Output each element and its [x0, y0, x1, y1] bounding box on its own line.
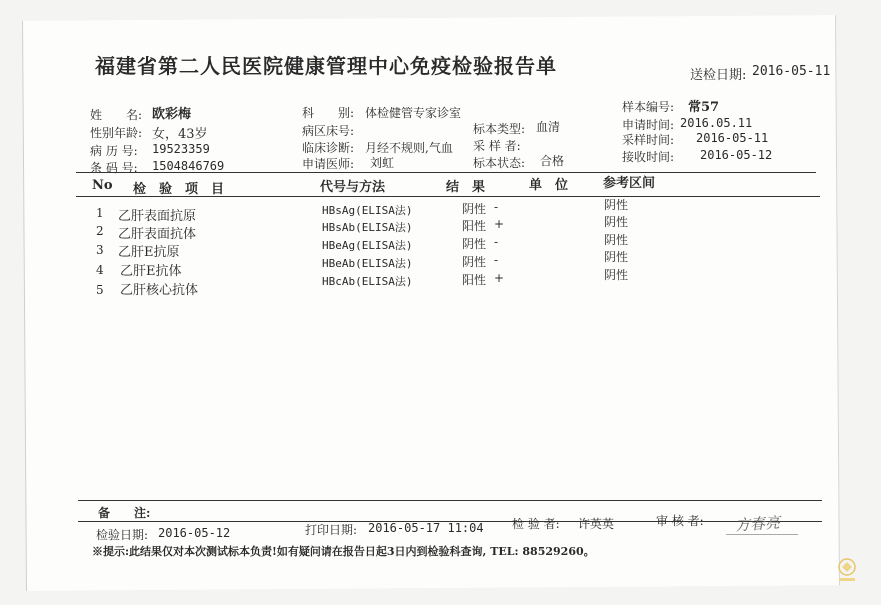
- row-item: 乙肝E抗体: [120, 264, 182, 279]
- row-method: HBeAg(ELISA法): [322, 239, 413, 252]
- row-ref: 阴性: [604, 198, 629, 212]
- row-no: 1: [96, 206, 104, 220]
- sample-no-label: 样本编号:: [622, 100, 675, 114]
- row-result: 阴性: [462, 202, 487, 216]
- row-ref: 阴性: [604, 268, 629, 282]
- barcode-number: 1504846769: [152, 159, 225, 173]
- reviewer-signature: 方春亮: [734, 513, 781, 535]
- sample-status: 合格: [540, 154, 565, 168]
- bed-label: 病区床号:: [302, 124, 355, 138]
- diag-label: 临床诊断:: [302, 141, 355, 155]
- col-no: No: [92, 178, 113, 193]
- col-ref: 参考区间: [603, 176, 656, 191]
- collect-time: 2016-05-11: [696, 131, 769, 145]
- notice-text: ※提示:此结果仅对本次测试标本负责!如有疑问请在报告日起3日内到检验科查询, TEL: 88529260。: [92, 545, 595, 558]
- signature-line: [726, 534, 798, 535]
- col-method: 代号与方法: [320, 180, 386, 195]
- diag-value: 月经不规则,气血: [365, 141, 453, 155]
- receive-time-label: 接收时间:: [622, 150, 675, 164]
- doctor-value: 刘虹: [370, 156, 395, 170]
- name-label: 姓 名:: [90, 108, 143, 122]
- row-item: 乙肝表面抗原: [118, 209, 197, 224]
- row-method: HBcAb(ELISA法): [322, 275, 413, 288]
- col-item: 检 验 项 目: [133, 182, 225, 197]
- collector-label: 采 样 者:: [473, 139, 521, 153]
- test-date: 2016-05-12: [158, 526, 231, 540]
- collect-time-label: 采样时间:: [622, 133, 675, 147]
- row-no: 2: [96, 224, 104, 238]
- row-result: 阴性: [462, 255, 487, 269]
- watermark-logo-icon: [836, 557, 858, 583]
- row-flag: -: [494, 253, 499, 267]
- row-flag: +: [494, 217, 505, 231]
- send-date: 2016-05-11: [752, 64, 831, 79]
- row-result: 阴性: [462, 237, 487, 251]
- table-top-rule: [76, 172, 816, 173]
- sample-no: 常57: [688, 100, 720, 115]
- remark-label: 备 注:: [98, 506, 151, 520]
- sex-age: 女，43岁: [152, 127, 208, 142]
- row-method: HBsAb(ELISA法): [322, 221, 413, 234]
- send-date-label: 送检日期:: [690, 68, 747, 83]
- sex-age-label: 性别年龄:: [90, 126, 143, 140]
- dept-label: 科 别:: [302, 106, 355, 120]
- row-method: HBsAg(ELISA法): [322, 204, 413, 217]
- tester-name: 许英英: [578, 517, 615, 531]
- row-ref: 阴性: [604, 233, 629, 247]
- row-ref: 阴性: [604, 250, 629, 264]
- row-flag: -: [494, 200, 499, 214]
- report-title: 福建省第二人民医院健康管理中心免疫检验报告单: [95, 54, 557, 78]
- row-ref: 阴性: [604, 215, 629, 229]
- dept-value: 体检健管专家诊室: [365, 106, 462, 120]
- sample-status-label: 标本状态:: [473, 156, 526, 170]
- barcode-label: 条 码 号:: [90, 161, 138, 175]
- row-flag: -: [494, 235, 499, 249]
- record-number: 19523359: [152, 142, 210, 156]
- print-date: 2016-05-17 11:04: [368, 521, 484, 535]
- row-result: 阳性: [462, 219, 487, 233]
- row-no: 3: [96, 243, 104, 257]
- print-date-label: 打印日期:: [305, 523, 358, 537]
- row-no: 5: [96, 283, 104, 297]
- footer-top-rule: [78, 500, 822, 501]
- row-no: 4: [96, 263, 104, 277]
- record-label: 病 历 号:: [90, 144, 138, 158]
- row-method: HBeAb(ELISA法): [322, 257, 413, 270]
- row-result: 阳性: [462, 273, 487, 287]
- patient-name: 欧彩梅: [152, 107, 192, 122]
- reviewer-label: 审 核 者:: [656, 514, 704, 528]
- row-item: 乙肝表面抗体: [118, 227, 197, 242]
- row-item: 乙肝核心抗体: [120, 283, 199, 298]
- receive-time: 2016-05-12: [700, 148, 773, 162]
- row-item: 乙肝E抗原: [118, 245, 180, 260]
- apply-time-label: 申请时间:: [622, 118, 675, 132]
- col-result: 结 果: [446, 180, 486, 195]
- sample-type-label: 标本类型:: [473, 122, 526, 136]
- test-date-label: 检验日期:: [96, 528, 149, 542]
- doctor-label: 申请医师:: [302, 157, 355, 171]
- tester-label: 检 验 者:: [512, 517, 560, 531]
- row-flag: +: [494, 271, 505, 285]
- col-unit: 单 位: [529, 178, 569, 193]
- sample-type: 血清: [536, 120, 561, 134]
- apply-time: 2016.05.11: [680, 116, 753, 130]
